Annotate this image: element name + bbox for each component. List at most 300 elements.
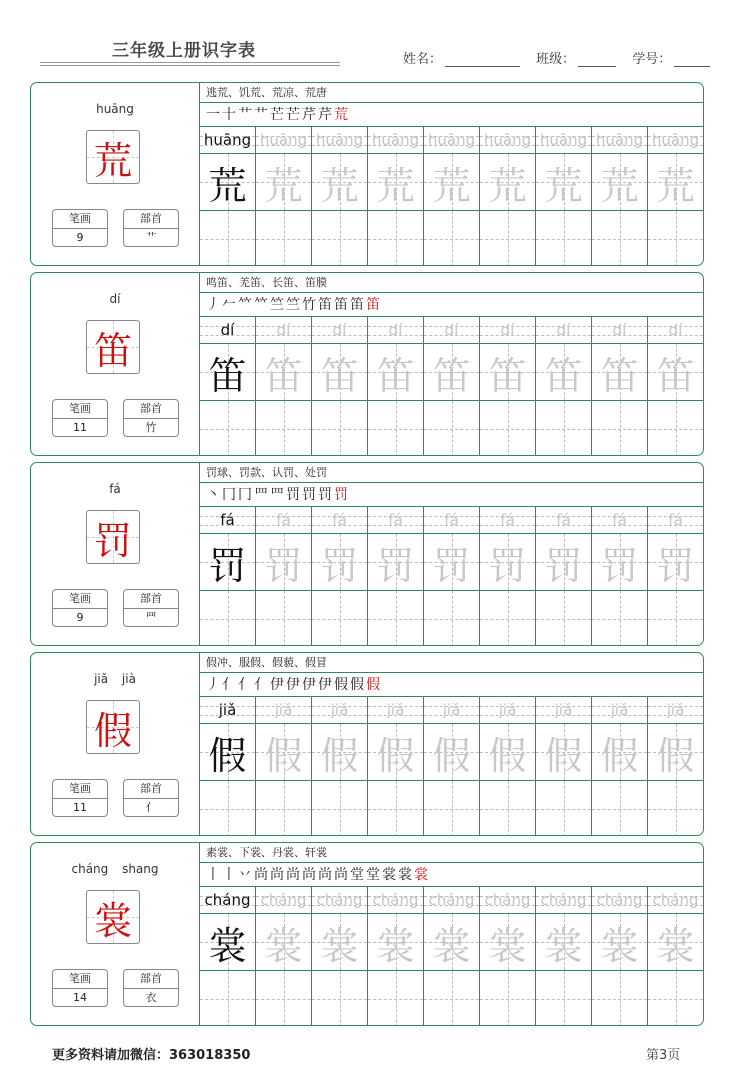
hanzi-cell[interactable] [312,154,368,211]
hanzi-cell[interactable] [200,154,256,211]
pinyin-cell[interactable] [480,127,536,154]
stroke-step: 裳 [398,867,414,883]
hanzi-trace: 假 [264,733,303,778]
hanzi-trace: 罚 [432,543,471,588]
empty-practice-cell[interactable] [648,211,704,266]
pinyin-trace: dí [500,321,515,339]
hanzi-model: 假 [208,733,247,778]
character-info-panel [31,653,200,835]
pinyin-cell[interactable] [480,317,536,344]
stroke-step: 假 [350,677,366,693]
hanzi-cell[interactable] [368,154,424,211]
page-title: 三年级上册识字表 [112,41,256,61]
hanzi-cell[interactable] [368,914,424,971]
stroke-count-box [52,969,108,1007]
empty-practice-cell[interactable] [200,781,256,836]
pinyin-cell[interactable] [312,317,368,344]
character-card [30,272,704,456]
pinyin-trace: jiǎ [274,701,293,719]
hanzi-cell[interactable] [312,724,368,781]
empty-practice-cell[interactable] [368,591,424,646]
character-red: 笛 [93,328,132,373]
pinyin-trace: cháng [372,891,419,909]
character-card [30,462,704,646]
hanzi-cell[interactable] [536,154,592,211]
hanzi-cell[interactable] [200,344,256,401]
stroke-step: 十 [222,107,238,123]
stroke-count-value: 11 [73,801,87,814]
hanzi-trace: 荒 [320,163,359,208]
empty-practice-cell[interactable] [648,971,704,1026]
stroke-count-box [52,589,108,627]
stroke-count-value: 11 [73,421,87,434]
stroke-step: 笛 [350,297,366,313]
radical-box [123,589,179,627]
pinyin-cell[interactable] [648,697,704,724]
empty-practice-cell[interactable] [256,781,312,836]
empty-practice-cell[interactable] [424,211,480,266]
character-display-box [86,700,140,754]
stroke-step: 尚 [254,867,270,883]
pinyin-cell[interactable] [200,317,256,344]
stroke-step: 丿 [206,297,222,313]
pinyin-cell[interactable] [480,697,536,724]
pinyin-trace: fá [332,511,347,529]
stroke-step: 丷 [238,867,254,883]
pinyin-cell[interactable] [424,127,480,154]
pinyin-cell[interactable] [256,887,312,914]
hanzi-cell[interactable] [200,914,256,971]
pinyin-trace: jiǎ [442,701,461,719]
stroke-step: 伊 [318,677,334,693]
pinyin-trace: fá [668,511,683,529]
character-display-box [86,320,140,374]
pinyin-cell[interactable] [592,887,648,914]
hanzi-trace: 罚 [376,543,415,588]
empty-practice-cell[interactable] [312,211,368,266]
hanzi-cell[interactable] [424,534,480,591]
hanzi-cell[interactable] [424,154,480,211]
hanzi-trace: 笛 [432,353,471,398]
hanzi-cell[interactable] [536,914,592,971]
empty-practice-cell[interactable] [424,401,480,456]
hanzi-cell[interactable] [480,534,536,591]
character-pinyin: cháng shang [71,862,159,876]
practice-area [200,653,703,835]
pinyin-cell[interactable] [592,697,648,724]
pinyin-trace: jiǎ [498,701,517,719]
pinyin-cell[interactable] [536,887,592,914]
hanzi-cell[interactable] [256,534,312,591]
word-examples: 罚球、罚款、认罚、处罚 [200,463,703,483]
pinyin-cell[interactable] [424,317,480,344]
empty-practice-cell[interactable] [312,401,368,456]
empty-practice-cell[interactable] [592,971,648,1026]
stroke-step: 笛 [334,297,350,313]
pinyin-cell[interactable] [536,697,592,724]
hanzi-cell[interactable] [536,344,592,401]
pinyin-trace: cháng [428,891,475,909]
hanzi-trace: 罚 [488,543,527,588]
empty-practice-cell[interactable] [536,781,592,836]
hanzi-cell[interactable] [368,534,424,591]
stroke-step: 芒 [286,107,302,123]
hanzi-trace: 荒 [376,163,415,208]
empty-practice-cell[interactable] [480,211,536,266]
practice-area [200,463,703,645]
pinyin-model: cháng [204,891,251,909]
stroke-step: 荒 [334,107,350,123]
hanzi-cell[interactable] [648,154,704,211]
stroke-step: 𠂉 [222,297,238,313]
stroke-order-row [200,102,703,127]
pinyin-trace: cháng [316,891,363,909]
empty-practice-cell[interactable] [200,211,256,266]
hanzi-cell[interactable] [424,344,480,401]
hanzi-trace: 裳 [432,923,471,968]
hanzi-cell[interactable] [648,914,704,971]
empty-practice-cell[interactable] [368,401,424,456]
hanzi-model: 笛 [208,353,247,398]
hanzi-model: 罚 [208,543,247,588]
hanzi-trace: 假 [432,733,471,778]
pinyin-trace: dí [388,321,403,339]
pinyin-cell[interactable] [592,317,648,344]
pinyin-trace: fá [276,511,291,529]
stroke-step: 𥫗 [238,297,254,313]
pinyin-trace: huāng [651,131,700,149]
empty-practice-cell[interactable] [312,971,368,1026]
pinyin-trace: fá [388,511,403,529]
stroke-step: 伊 [286,677,302,693]
hanzi-cell[interactable] [648,724,704,781]
empty-practice-cell[interactable] [536,971,592,1026]
pinyin-cell[interactable] [256,317,312,344]
hanzi-cell[interactable] [200,534,256,591]
pinyin-trace: jiǎ [610,701,629,719]
empty-practice-cell[interactable] [480,591,536,646]
hanzi-cell[interactable] [256,154,312,211]
pinyin-trace: huāng [259,131,308,149]
character-red: 假 [93,708,132,753]
hanzi-cell[interactable] [424,914,480,971]
hanzi-trace: 裳 [488,923,527,968]
pinyin-cell[interactable] [200,697,256,724]
practice-area [200,273,703,455]
title-underline [40,65,340,66]
stroke-order-sequence [206,294,382,314]
pinyin-trace: dí [668,321,683,339]
hanzi-cell[interactable] [536,724,592,781]
character-red: 荒 [93,138,132,183]
hanzi-trace: 罚 [320,543,359,588]
pinyin-cell[interactable] [368,317,424,344]
practice-area [200,83,703,265]
pinyin-model: fá [220,511,235,529]
stroke-step: 笛 [318,297,334,313]
pinyin-cell[interactable] [312,507,368,534]
pinyin-cell[interactable] [648,507,704,534]
stroke-step: 竹 [302,297,318,313]
stroke-step: 𥫗 [254,297,270,313]
pinyin-trace: huāng [483,131,532,149]
pinyin-cell[interactable] [200,127,256,154]
hanzi-cell[interactable] [368,344,424,401]
stroke-step: 丿 [206,677,222,693]
radical-value: 亻 [145,801,157,814]
hanzi-trace: 笛 [376,353,415,398]
pinyin-trace: dí [612,321,627,339]
character-red: 裳 [93,898,132,943]
pinyin-cell[interactable] [536,317,592,344]
hanzi-cell[interactable] [256,914,312,971]
radical-box [123,399,179,437]
stroke-order-sequence [206,104,350,124]
hanzi-cell[interactable] [312,344,368,401]
character-display-box [86,890,140,944]
character-red: 罚 [93,518,132,563]
stroke-step: 丨 [222,867,238,883]
hanzi-trace: 荒 [432,163,471,208]
class-field[interactable]: 班级： [536,48,616,67]
pinyin-cell[interactable] [592,127,648,154]
radical-label: 部首 [124,400,178,419]
empty-practice-cell[interactable] [536,401,592,456]
stroke-count-label: 笔画 [53,210,107,229]
name-field[interactable]: 姓名： [403,48,520,67]
pinyin-trace: fá [556,511,571,529]
hanzi-cell[interactable] [480,914,536,971]
pinyin-cell[interactable] [368,697,424,724]
radical-value: 罒 [145,611,157,624]
stroke-step: 罒 [254,487,270,503]
stroke-count-value: 9 [76,611,84,624]
stroke-step: 尚 [286,867,302,883]
hanzi-trace: 荒 [488,163,527,208]
stroke-step: 冂 [238,487,254,503]
stroke-step: 堂 [350,867,366,883]
pinyin-trace: huāng [315,131,364,149]
word-examples: 素裳、下裳、丹裳、轩裳 [200,843,703,863]
pinyin-cell[interactable] [312,127,368,154]
pinyin-cell[interactable] [480,887,536,914]
pinyin-cell[interactable] [256,507,312,534]
hanzi-cell[interactable] [200,724,256,781]
pinyin-cell[interactable] [424,887,480,914]
hanzi-cell[interactable] [312,534,368,591]
stroke-step: 亻 [238,677,254,693]
empty-practice-cell[interactable] [424,971,480,1026]
empty-practice-cell[interactable] [200,401,256,456]
stroke-count-box [52,399,108,437]
pinyin-trace: huāng [427,131,476,149]
pinyin-cell[interactable] [480,507,536,534]
stroke-count-label: 笔画 [53,970,107,989]
character-pinyin: fá [109,482,121,496]
hanzi-trace: 荒 [656,163,695,208]
empty-practice-cell[interactable] [312,591,368,646]
stroke-step: 艹 [254,107,270,123]
stroke-step: 罚 [334,487,350,503]
empty-practice-cell[interactable] [368,781,424,836]
stroke-step: 芹 [318,107,334,123]
empty-practice-cell[interactable] [480,781,536,836]
hanzi-trace: 裳 [320,923,359,968]
stroke-step: 尚 [318,867,334,883]
empty-practice-cell[interactable] [256,401,312,456]
empty-practice-cell[interactable] [256,971,312,1026]
empty-practice-cell[interactable] [592,211,648,266]
word-examples: 鸣笛、羌笛、长笛、笛膜 [200,273,703,293]
hanzi-trace: 裳 [656,923,695,968]
stroke-step: 尚 [270,867,286,883]
hanzi-cell[interactable] [256,344,312,401]
character-pinyin: jiǎ jià [94,672,136,686]
radical-label: 部首 [124,780,178,799]
pinyin-trace: fá [500,511,515,529]
radical-value: 艹 [145,231,157,244]
radical-value: 竹 [145,421,157,434]
stroke-step: 笛 [366,297,382,313]
stroke-step: 竺 [270,297,286,313]
pinyin-trace: cháng [260,891,307,909]
pinyin-cell[interactable] [312,887,368,914]
empty-practice-cell[interactable] [256,211,312,266]
pinyin-trace: huāng [539,131,588,149]
empty-practice-cell[interactable] [536,591,592,646]
pinyin-cell[interactable] [536,507,592,534]
empty-practice-cell[interactable] [424,781,480,836]
empty-practice-cell[interactable] [648,781,704,836]
pinyin-model: jiǎ [218,701,237,719]
pinyin-cell[interactable] [200,887,256,914]
page-number: 第3页 [646,1048,681,1063]
hanzi-cell[interactable] [592,724,648,781]
hanzi-trace: 假 [320,733,359,778]
pinyin-model: dí [220,321,235,339]
pinyin-cell[interactable] [648,317,704,344]
hanzi-cell[interactable] [648,344,704,401]
hanzi-cell[interactable] [480,344,536,401]
pinyin-trace: dí [332,321,347,339]
pinyin-trace: jiǎ [386,701,405,719]
pinyin-cell[interactable] [424,507,480,534]
hanzi-trace: 假 [544,733,583,778]
hanzi-cell[interactable] [256,724,312,781]
empty-practice-cell[interactable] [536,211,592,266]
empty-practice-cell[interactable] [368,971,424,1026]
empty-practice-cell[interactable] [648,591,704,646]
hanzi-trace: 荒 [600,163,639,208]
hanzi-trace: 笛 [656,353,695,398]
empty-practice-cell[interactable] [200,971,256,1026]
stroke-step: 尚 [334,867,350,883]
pinyin-cell[interactable] [368,507,424,534]
character-display-box [86,510,140,564]
radical-box [123,209,179,247]
stroke-step: 罚 [318,487,334,503]
title-underline [40,62,340,63]
pinyin-cell[interactable] [256,127,312,154]
pinyin-cell[interactable] [312,697,368,724]
hanzi-trace: 罚 [656,543,695,588]
radical-box [123,969,179,1007]
hanzi-cell[interactable] [312,914,368,971]
hanzi-trace: 罚 [600,543,639,588]
empty-practice-cell[interactable] [312,781,368,836]
empty-practice-cell[interactable] [592,591,648,646]
pinyin-trace: dí [276,321,291,339]
stroke-step: 亻 [222,677,238,693]
empty-practice-cell[interactable] [592,781,648,836]
empty-practice-cell[interactable] [200,591,256,646]
empty-practice-cell[interactable] [368,211,424,266]
name-blank[interactable] [445,52,520,67]
pinyin-trace: jiǎ [666,701,685,719]
pinyin-cell[interactable] [368,887,424,914]
empty-practice-cell[interactable] [480,401,536,456]
pinyin-model: huāng [203,131,252,149]
hanzi-cell[interactable] [368,724,424,781]
hanzi-trace: 笛 [488,353,527,398]
pinyin-cell[interactable] [648,887,704,914]
hanzi-cell[interactable] [592,914,648,971]
stroke-step: 艹 [238,107,254,123]
pinyin-cell[interactable] [368,127,424,154]
student-id-blank[interactable] [674,52,710,67]
stroke-step: 罚 [302,487,318,503]
stroke-step: 尚 [302,867,318,883]
character-card [30,652,704,836]
pinyin-cell[interactable] [648,127,704,154]
hanzi-trace: 假 [488,733,527,778]
stroke-step: 罒 [270,487,286,503]
student-info-fields [403,48,722,67]
hanzi-cell[interactable] [536,534,592,591]
hanzi-cell[interactable] [480,154,536,211]
hanzi-cell[interactable] [480,724,536,781]
stroke-step: 芹 [302,107,318,123]
empty-practice-cell[interactable] [480,971,536,1026]
character-info-panel [31,463,200,645]
radical-box [123,779,179,817]
hanzi-cell[interactable] [592,154,648,211]
pinyin-trace: dí [556,321,571,339]
pinyin-cell[interactable] [256,697,312,724]
stroke-order-row [200,862,703,887]
hanzi-cell[interactable] [424,724,480,781]
stroke-step: 伊 [302,677,318,693]
hanzi-cell[interactable] [648,534,704,591]
empty-practice-cell[interactable] [256,591,312,646]
student-id-field[interactable]: 学号： [632,48,710,67]
pinyin-cell[interactable] [592,507,648,534]
stroke-count-label: 笔画 [53,590,107,609]
empty-practice-cell[interactable] [424,591,480,646]
stroke-step: 一 [206,107,222,123]
radical-label: 部首 [124,970,178,989]
character-pinyin: huāng [96,102,134,116]
stroke-step: 伊 [270,677,286,693]
pinyin-cell[interactable] [536,127,592,154]
hanzi-cell[interactable] [592,534,648,591]
empty-practice-cell[interactable] [648,401,704,456]
empty-practice-cell[interactable] [592,401,648,456]
pinyin-cell[interactable] [424,697,480,724]
hanzi-cell[interactable] [592,344,648,401]
pinyin-cell[interactable] [200,507,256,534]
class-blank[interactable] [578,52,616,67]
